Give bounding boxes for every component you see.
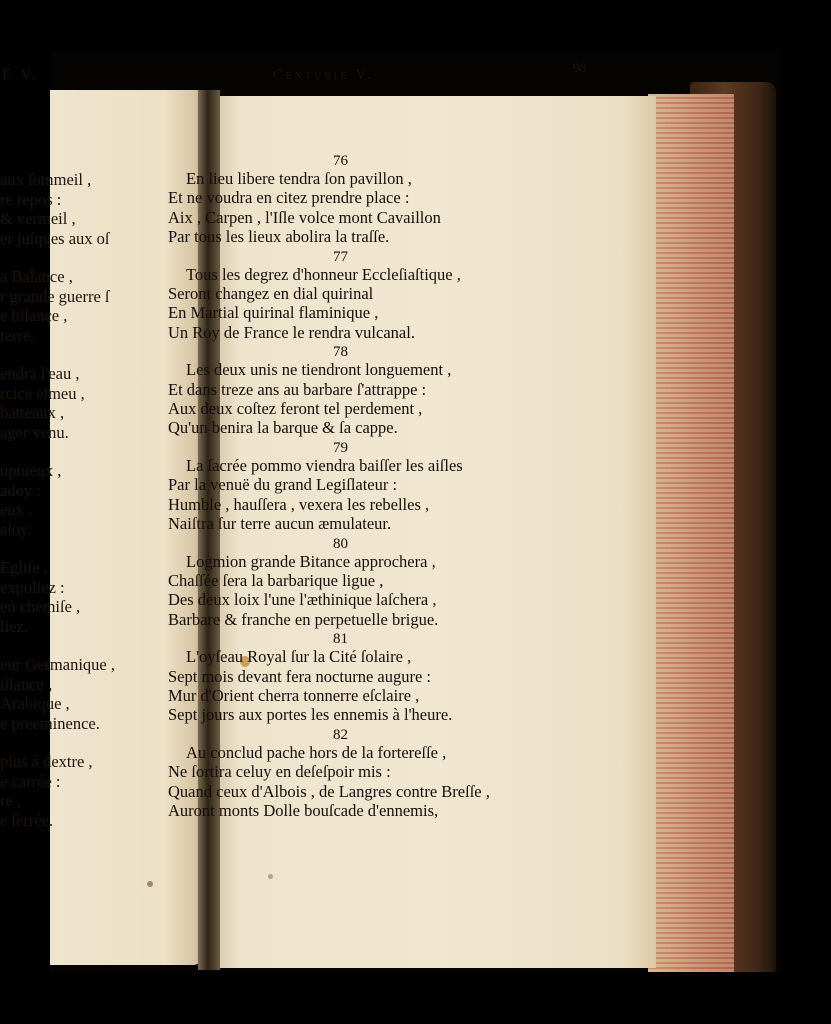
verse-line: Et dans treze ans au barbare ſ'attrappe : xyxy=(168,379,427,399)
verse-line: Barbare & franche en perpetuelle brigue. xyxy=(168,609,439,629)
verse-line: Par la venuë du grand Legiſlateur : xyxy=(168,475,398,495)
left-page-text xyxy=(0,170,150,830)
quatrain xyxy=(168,153,608,247)
verse-fragment: iſſance , xyxy=(0,674,53,694)
verse-fragment: terre. xyxy=(0,325,35,345)
quatrain-number: 82 xyxy=(333,726,348,743)
verse-line: Quand ceux d'Albois , de Langres contre Breſſe , xyxy=(168,781,490,801)
verse-line: Sept mois devant fera nocturne augure : xyxy=(168,666,431,686)
verse-fragment: uptueux , xyxy=(0,461,62,480)
verse-fragment: er juſques aux oſ xyxy=(0,228,110,248)
verse-line: Seront changez en dial quirinal xyxy=(168,284,374,304)
verse-fragment: plus à dextre , xyxy=(0,752,93,771)
verse-fragment: re repos : xyxy=(0,189,62,209)
verse-line: L'oyſeau Royal ſur la Cité ſolaire , xyxy=(186,647,412,667)
quatrain xyxy=(168,727,608,821)
verse-fragment: e preeminence. xyxy=(0,713,100,733)
verse-fragment: rcice eſmeu , xyxy=(0,383,85,403)
verse-fragment: aloy. xyxy=(0,519,32,539)
verse-line: Sept jours aux portes les ennemis à l'heure. xyxy=(168,705,453,725)
verse-line: Tous les degrez d'honneur Eccleſiaſtique , xyxy=(186,264,461,284)
verse-fragment: liez. xyxy=(0,616,28,636)
verse-line: Ne ſortira celuy en deſeſpoir mis : xyxy=(168,762,391,782)
quatrain xyxy=(168,249,608,343)
verse-line: Mur d'Orient cherra tonnerre eſclaire , xyxy=(168,685,420,705)
stanza-gap xyxy=(0,248,150,267)
page-number: 98 xyxy=(573,60,586,75)
verse-line: Des deux loix l'une l'æthinique laſchera , xyxy=(168,590,437,610)
left-running-head: E V. xyxy=(2,67,40,83)
verse-line: Auront monts Dolle bouſcade d'ennemis, xyxy=(168,800,439,820)
verse-fragment: expoliez : xyxy=(0,577,65,597)
stanza-gap xyxy=(0,442,150,461)
verse-fragment: eux , xyxy=(0,500,33,519)
quatrain-number: 78 xyxy=(333,344,348,361)
verse-line: Par tous les lieux abolira la traſſe. xyxy=(168,227,390,247)
verse-line: La ſacrée pommo viendra baiſſer les aiſles xyxy=(186,455,463,475)
quatrain-number: 80 xyxy=(333,535,348,552)
verse-fragment: a Balance , xyxy=(0,267,73,286)
right-page-text xyxy=(168,151,608,820)
verse-line: Logmion grande Bitance approchera , xyxy=(186,551,436,571)
verse-line: En Martial quirinal flaminique , xyxy=(168,303,379,323)
verse-line: Humble , hauſſera , vexera les rebelles , xyxy=(168,494,430,514)
quatrain-number: 79 xyxy=(333,439,348,456)
verse-fragment: e carrée : xyxy=(0,771,61,791)
stanza-gap xyxy=(0,345,150,364)
verse-fragment: Arabique , xyxy=(0,694,70,713)
quatrain-number: 76 xyxy=(333,153,348,169)
verse-fragment: r grande guerre ſ xyxy=(0,286,110,306)
verse-line: En lieu libere tendra ſon pavillon , xyxy=(186,169,412,188)
verse-fragment: & vermeil , xyxy=(0,209,76,228)
verse-fragment: Egliſe , xyxy=(0,558,48,577)
quatrain xyxy=(168,440,608,534)
page-edges xyxy=(648,94,734,972)
verse-fragment: endra l'eau , xyxy=(0,364,80,383)
quatrain xyxy=(168,536,608,630)
paper-stain xyxy=(268,874,273,879)
verse-fragment: e biſance , xyxy=(0,306,68,325)
verse-line: Les deux unis ne tiendront longuement , xyxy=(186,360,452,380)
verse-fragment: ager venu. xyxy=(0,422,69,442)
stanza-gap xyxy=(0,733,150,752)
verse-fragment: adoy : xyxy=(0,480,41,500)
quatrain xyxy=(168,631,608,725)
verse-line: Au conclud pache hors de la fortereſſe , xyxy=(186,742,447,762)
verse-fragment: en chemiſe , xyxy=(0,597,81,616)
quatrain xyxy=(168,344,608,438)
quatrain-number: 81 xyxy=(333,631,348,648)
verse-fragment: aux ſommeil , xyxy=(0,170,92,189)
right-running-head: Centurie V. xyxy=(273,67,375,83)
verse-fragment: re , xyxy=(0,791,22,810)
stanza-gap xyxy=(0,636,150,655)
paper-stain xyxy=(147,881,153,887)
verse-fragment: eur Germanique , xyxy=(0,655,115,674)
verse-fragment: batteaux , xyxy=(0,403,65,422)
verse-line: Chaſſée ſera la barbarique ligue , xyxy=(168,570,384,590)
verse-line: Naiſtra ſur terre aucun æmulateur. xyxy=(168,514,392,534)
verse-line: Un Roy de France le rendra vulcanal. xyxy=(168,322,415,342)
verse-line: Qu'un benira la barque & ſa cappe. xyxy=(168,418,398,438)
verse-line: Aux deux coſtez feront tel perdement , xyxy=(168,399,423,419)
stanza-gap xyxy=(0,539,150,558)
verse-line: Et ne voudra en citez prendre place : xyxy=(168,188,410,208)
quatrain-number: 77 xyxy=(333,248,348,265)
verse-fragment: e ſerrée. xyxy=(0,810,54,830)
verse-line: Aix , Carpen , l'Iſle volce mont Cavaillon xyxy=(168,207,441,227)
